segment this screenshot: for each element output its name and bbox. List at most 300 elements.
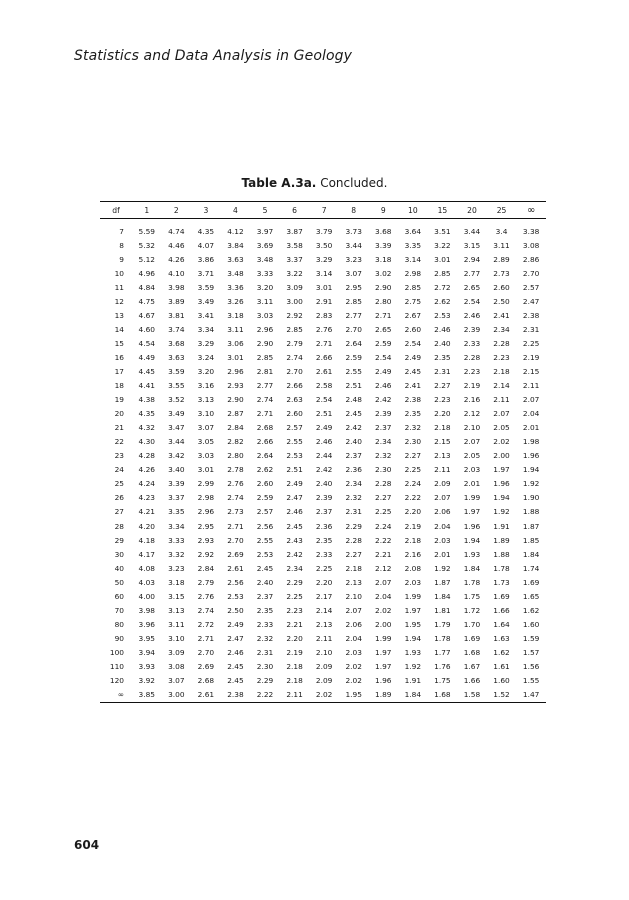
value-cell: 2.17 — [315, 591, 333, 601]
value-cell: 2.71 — [315, 338, 333, 348]
column-header: 25 — [487, 202, 517, 219]
value-cell: 1.73 — [493, 577, 510, 587]
value-cell: 2.61 — [315, 366, 333, 376]
value-cell: 2.86 — [522, 254, 540, 264]
value-cell: 2.74 — [256, 395, 274, 405]
table-row — [100, 547, 546, 561]
value-cell: 2.94 — [463, 254, 481, 264]
value-cell: 2.13 — [315, 619, 333, 629]
value-cell: 3.51 — [434, 226, 451, 236]
value-cell: 1.97 — [375, 647, 392, 657]
value-cell: 3.98 — [138, 605, 156, 615]
value-cell: 3.00 — [286, 296, 303, 306]
value-cell: 2.11 — [522, 381, 540, 391]
value-cell: 3.22 — [286, 268, 303, 278]
value-cell: 1.95 — [339, 688, 369, 703]
df-cell: 9 — [119, 254, 124, 264]
value-cell: 3.13 — [168, 605, 185, 615]
value-cell: 3.34 — [168, 521, 185, 531]
value-cell: 3.63 — [168, 352, 185, 362]
value-cell: 2.70 — [522, 268, 540, 278]
df-cell: 40 — [114, 563, 124, 573]
value-cell: 2.66 — [256, 437, 274, 447]
value-cell: 2.78 — [227, 465, 244, 475]
value-cell: 3.73 — [345, 226, 362, 236]
df-cell: 7 — [119, 226, 124, 236]
value-cell: 2.06 — [345, 619, 362, 629]
value-cell: 2.40 — [434, 338, 451, 348]
column-header: 10 — [398, 202, 428, 219]
value-cell: 1.94 — [463, 535, 481, 545]
value-cell: 1.61 — [493, 661, 510, 671]
value-cell: 2.22 — [375, 535, 392, 545]
value-cell: 2.45 — [256, 563, 274, 573]
value-cell: 2.13 — [434, 451, 451, 461]
value-cell: 2.95 — [197, 521, 215, 531]
value-cell: 2.47 — [286, 493, 303, 503]
value-cell: 2.96 — [197, 507, 215, 517]
value-cell: 4.10 — [168, 268, 185, 278]
column-header: 20 — [457, 202, 487, 219]
value-cell: 2.33 — [315, 549, 333, 559]
value-cell: 2.35 — [256, 605, 274, 615]
value-cell: 4.26 — [138, 465, 156, 475]
value-cell: 1.67 — [463, 661, 481, 671]
value-cell: 2.37 — [315, 507, 333, 517]
value-cell: 3.52 — [168, 395, 185, 405]
value-cell: 3.34 — [197, 324, 215, 334]
value-cell: 2.02 — [345, 661, 362, 671]
value-cell: 2.46 — [227, 647, 244, 657]
value-cell: 2.90 — [256, 338, 274, 348]
value-cell: 1.89 — [369, 688, 399, 703]
value-cell: 2.27 — [375, 493, 392, 503]
value-cell: 3.11 — [168, 619, 185, 629]
column-header: ∞ — [516, 202, 546, 219]
value-cell: 1.96 — [463, 521, 481, 531]
df-cell: 25 — [114, 479, 124, 489]
value-cell: 2.24 — [375, 521, 392, 531]
value-cell: 3.55 — [168, 381, 185, 391]
value-cell: 2.32 — [375, 451, 392, 461]
value-cell: 4.32 — [138, 423, 156, 433]
value-cell: 1.60 — [522, 619, 540, 629]
table-row — [100, 477, 546, 491]
value-cell: 2.20 — [315, 577, 333, 587]
value-cell: 1.84 — [463, 563, 481, 573]
value-cell: 2.02 — [375, 605, 392, 615]
value-cell: 2.63 — [286, 395, 303, 405]
table-row — [100, 533, 546, 547]
value-cell: 2.46 — [375, 381, 392, 391]
value-cell: 4.21 — [138, 507, 156, 517]
value-cell: 2.28 — [493, 338, 510, 348]
value-cell: 1.96 — [493, 479, 510, 489]
value-cell: 1.99 — [375, 633, 392, 643]
value-cell: 3.07 — [197, 423, 215, 433]
value-cell: 2.23 — [434, 395, 451, 405]
df-cell: 120 — [109, 676, 124, 686]
value-cell: 2.99 — [197, 479, 215, 489]
value-cell: 1.52 — [487, 688, 517, 703]
value-cell: 2.71 — [197, 633, 215, 643]
value-cell: 1.94 — [404, 633, 422, 643]
value-cell: 3.87 — [286, 226, 303, 236]
value-cell: 2.60 — [493, 282, 510, 292]
value-cell: 2.84 — [197, 563, 215, 573]
value-cell: 1.84 — [398, 688, 428, 703]
value-cell: 2.59 — [256, 493, 274, 503]
value-cell: 1.88 — [522, 507, 540, 517]
value-cell: 1.78 — [463, 577, 481, 587]
df-cell: 60 — [114, 591, 124, 601]
value-cell: 2.29 — [286, 577, 303, 587]
value-cell: 3.58 — [286, 240, 303, 250]
value-cell: 3.10 — [197, 409, 215, 419]
value-cell: 2.38 — [404, 395, 422, 405]
value-cell: 4.03 — [138, 577, 156, 587]
value-cell: 2.59 — [375, 338, 392, 348]
value-cell: 2.67 — [404, 310, 422, 320]
value-cell: 1.68 — [428, 688, 458, 703]
value-cell: 3.74 — [168, 324, 185, 334]
value-cell: 3.68 — [375, 226, 392, 236]
df-cell: 80 — [114, 619, 124, 629]
value-cell: 4.75 — [138, 296, 156, 306]
table-row — [100, 561, 546, 575]
value-cell: 1.69 — [522, 577, 540, 587]
value-cell: 3.07 — [345, 268, 362, 278]
value-cell: 3.09 — [286, 282, 303, 292]
value-cell: 3.18 — [168, 577, 185, 587]
value-cell: 2.87 — [227, 409, 244, 419]
value-cell: 2.83 — [315, 310, 333, 320]
table-row — [100, 379, 546, 393]
value-cell: 4.26 — [168, 254, 185, 264]
value-cell: 1.93 — [463, 549, 481, 559]
table-row — [100, 435, 546, 449]
f-distribution-table — [100, 201, 546, 703]
value-cell: 2.62 — [434, 296, 451, 306]
value-cell: 3.08 — [522, 240, 540, 250]
value-cell: 2.74 — [286, 352, 303, 362]
table-row — [100, 219, 546, 239]
value-cell: 1.92 — [434, 563, 451, 573]
value-cell: 2.49 — [227, 619, 244, 629]
value-cell: 4.24 — [138, 479, 156, 489]
value-cell: 2.47 — [522, 296, 540, 306]
value-cell: 2.41 — [493, 310, 510, 320]
value-cell: 3.33 — [256, 268, 274, 278]
value-cell: 2.54 — [375, 352, 392, 362]
value-cell: 2.29 — [345, 521, 362, 531]
df-cell: 8 — [119, 240, 124, 250]
value-cell: 2.21 — [286, 619, 303, 629]
value-cell: 3.68 — [168, 338, 185, 348]
value-cell: 4.20 — [138, 521, 156, 531]
value-cell: 2.69 — [197, 661, 215, 671]
value-cell: 2.57 — [286, 423, 303, 433]
value-cell: 2.15 — [522, 366, 540, 376]
value-cell: 2.01 — [522, 423, 540, 433]
value-cell: 2.70 — [197, 647, 215, 657]
value-cell: 4.41 — [138, 381, 156, 391]
value-cell: 2.03 — [434, 535, 451, 545]
value-cell: 1.60 — [493, 676, 510, 686]
column-header: 6 — [280, 202, 310, 219]
value-cell: 1.92 — [493, 507, 510, 517]
value-cell: 2.79 — [286, 338, 303, 348]
value-cell: 2.70 — [345, 324, 362, 334]
value-cell: 5.12 — [138, 254, 156, 264]
value-cell: 2.56 — [227, 577, 244, 587]
value-cell: 1.64 — [493, 619, 510, 629]
value-cell: 2.93 — [197, 535, 215, 545]
value-cell: 3.97 — [256, 226, 274, 236]
value-cell: 2.45 — [227, 661, 244, 671]
value-cell: 3.26 — [227, 296, 244, 306]
value-cell: 2.85 — [404, 282, 422, 292]
value-cell: 2.07 — [522, 395, 540, 405]
value-cell: 2.07 — [375, 577, 392, 587]
value-cell: 2.00 — [493, 451, 510, 461]
value-cell: 2.81 — [256, 366, 274, 376]
value-cell: 3.11 — [493, 240, 510, 250]
value-cell: 2.03 — [404, 577, 422, 587]
df-cell: 22 — [114, 437, 124, 447]
value-cell: 3.44 — [345, 240, 362, 250]
value-cell: 2.32 — [404, 423, 422, 433]
value-cell: 1.87 — [522, 521, 540, 531]
value-cell: 2.54 — [315, 395, 333, 405]
value-cell: 1.92 — [522, 479, 540, 489]
value-cell: 2.42 — [375, 395, 392, 405]
value-cell: 1.78 — [493, 563, 510, 573]
value-cell: 3.14 — [404, 254, 422, 264]
value-cell: 3.15 — [168, 591, 185, 601]
value-cell: 4.74 — [168, 226, 185, 236]
df-cell: 15 — [114, 338, 124, 348]
value-cell: 2.70 — [227, 535, 244, 545]
df-cell: 29 — [114, 535, 124, 545]
value-cell: 2.75 — [404, 296, 422, 306]
table-row — [100, 421, 546, 435]
value-cell: 1.59 — [522, 633, 540, 643]
value-cell: 2.46 — [286, 507, 303, 517]
value-cell: 1.88 — [493, 549, 510, 559]
df-cell: 11 — [114, 282, 124, 292]
value-cell: 2.95 — [345, 282, 362, 292]
value-cell: 3.18 — [227, 310, 244, 320]
value-cell: 2.84 — [227, 423, 244, 433]
value-cell: 2.03 — [463, 465, 481, 475]
value-cell: 2.73 — [493, 268, 510, 278]
value-cell: 2.04 — [434, 521, 451, 531]
value-cell: 3.11 — [227, 324, 244, 334]
table-row — [100, 519, 546, 533]
value-cell: 3.39 — [168, 479, 185, 489]
value-cell: 2.89 — [493, 254, 510, 264]
value-cell: 2.39 — [315, 493, 333, 503]
value-cell: 1.99 — [463, 493, 481, 503]
df-cell: ∞ — [100, 688, 132, 703]
df-cell: 13 — [114, 310, 124, 320]
value-cell: 2.39 — [375, 409, 392, 419]
value-cell: 2.32 — [256, 633, 274, 643]
value-cell: 3.01 — [434, 254, 451, 264]
value-cell: 3.92 — [138, 676, 156, 686]
value-cell: 4.23 — [138, 493, 156, 503]
value-cell: 1.55 — [522, 676, 540, 686]
table-row — [100, 308, 546, 322]
df-cell: 110 — [109, 661, 124, 671]
value-cell: 1.97 — [404, 605, 422, 615]
value-cell: 2.50 — [493, 296, 510, 306]
value-cell: 2.33 — [256, 619, 274, 629]
value-cell: 2.43 — [286, 535, 303, 545]
value-cell: 2.07 — [345, 605, 362, 615]
value-cell: 2.05 — [463, 451, 481, 461]
value-cell: 2.46 — [315, 437, 333, 447]
value-cell: 4.67 — [138, 310, 156, 320]
column-header: 9 — [369, 202, 399, 219]
value-cell: 2.74 — [227, 493, 244, 503]
value-cell: 3.59 — [197, 282, 215, 292]
value-cell: 2.35 — [315, 535, 333, 545]
value-cell: 2.38 — [221, 688, 251, 703]
value-cell: 2.74 — [197, 605, 215, 615]
value-cell: 2.42 — [345, 423, 362, 433]
value-cell: 4.35 — [138, 409, 156, 419]
value-cell: 4.00 — [138, 591, 156, 601]
value-cell: 2.57 — [522, 282, 540, 292]
value-cell: 2.61 — [191, 688, 221, 703]
column-header: 2 — [162, 202, 192, 219]
value-cell: 4.18 — [138, 535, 156, 545]
value-cell: 2.13 — [345, 577, 362, 587]
value-cell: 2.49 — [375, 366, 392, 376]
table-row — [100, 350, 546, 364]
value-cell: 2.55 — [256, 535, 274, 545]
df-cell: 14 — [114, 324, 124, 334]
value-cell: 2.18 — [493, 366, 510, 376]
df-cell: 17 — [114, 366, 124, 376]
value-cell: 2.49 — [315, 423, 333, 433]
value-cell: 2.49 — [404, 352, 422, 362]
value-cell: 2.34 — [493, 324, 510, 334]
table-row — [100, 617, 546, 631]
value-cell: 2.04 — [345, 633, 362, 643]
value-cell: 3.63 — [227, 254, 244, 264]
value-cell: 4.35 — [197, 226, 215, 236]
column-header: 4 — [221, 202, 251, 219]
value-cell: 1.89 — [493, 535, 510, 545]
column-header: 1 — [132, 202, 162, 219]
value-cell: 4.54 — [138, 338, 156, 348]
value-cell: 2.02 — [345, 676, 362, 686]
value-cell: 2.45 — [227, 676, 244, 686]
value-cell: 1.91 — [404, 676, 422, 686]
value-cell: 2.23 — [286, 605, 303, 615]
value-cell: 2.20 — [434, 409, 451, 419]
value-cell: 3.86 — [197, 254, 215, 264]
value-cell: 2.20 — [286, 633, 303, 643]
value-cell: 3.01 — [197, 465, 215, 475]
value-cell: 2.27 — [404, 451, 422, 461]
value-cell: 2.18 — [434, 423, 451, 433]
value-cell: 1.65 — [522, 591, 540, 601]
value-cell: 2.09 — [315, 676, 333, 686]
value-cell: 2.77 — [345, 310, 362, 320]
value-cell: 2.85 — [286, 324, 303, 334]
value-cell: 1.58 — [457, 688, 487, 703]
value-cell: 4.96 — [138, 268, 156, 278]
table-row — [100, 336, 546, 350]
value-cell: 2.66 — [315, 352, 333, 362]
table-body — [100, 219, 546, 703]
value-cell: 2.07 — [493, 409, 510, 419]
value-cell: 2.31 — [522, 324, 540, 334]
value-cell: 2.28 — [463, 352, 481, 362]
value-cell: 3.44 — [463, 226, 481, 236]
value-cell: 2.02 — [493, 437, 510, 447]
df-cell: 27 — [114, 507, 124, 517]
value-cell: 3.13 — [197, 395, 215, 405]
value-cell: 3.14 — [315, 268, 333, 278]
value-cell: 2.79 — [197, 577, 215, 587]
value-cell: 2.85 — [256, 352, 274, 362]
value-cell: 2.85 — [345, 296, 362, 306]
column-header: 7 — [309, 202, 339, 219]
value-cell: 2.65 — [463, 282, 481, 292]
column-header-df: df — [100, 202, 132, 219]
value-cell: 3.03 — [256, 310, 274, 320]
value-cell: 2.40 — [315, 479, 333, 489]
value-cell: 3.84 — [227, 240, 244, 250]
value-cell: 2.03 — [345, 647, 362, 657]
value-cell: 2.06 — [434, 507, 451, 517]
value-cell: 1.57 — [522, 647, 540, 657]
df-cell: 12 — [114, 296, 124, 306]
value-cell: 3.02 — [375, 268, 392, 278]
value-cell: 3.89 — [168, 296, 185, 306]
value-cell: 3.69 — [256, 240, 274, 250]
value-cell: 4.08 — [138, 563, 156, 573]
value-cell: 3.50 — [315, 240, 333, 250]
value-cell: 3.40 — [168, 465, 185, 475]
value-cell: 2.18 — [286, 676, 303, 686]
value-cell: 2.39 — [463, 324, 481, 334]
value-cell: 1.76 — [434, 661, 451, 671]
value-cell: 2.07 — [434, 493, 451, 503]
value-cell: 3.00 — [162, 688, 192, 703]
df-cell: 20 — [114, 409, 124, 419]
value-cell: 2.64 — [256, 451, 274, 461]
value-cell: 2.55 — [345, 366, 362, 376]
value-cell: 2.25 — [375, 507, 392, 517]
value-cell: 3.20 — [197, 366, 215, 376]
value-cell: 2.31 — [345, 507, 362, 517]
value-cell: 3.20 — [256, 282, 274, 292]
df-cell: 90 — [114, 633, 124, 643]
value-cell: 3.29 — [315, 254, 333, 264]
value-cell: 2.77 — [256, 381, 274, 391]
df-cell: 21 — [114, 423, 124, 433]
value-cell: 2.72 — [197, 619, 215, 629]
value-cell: 4.84 — [138, 282, 156, 292]
value-cell: 3.06 — [227, 338, 244, 348]
value-cell: 2.19 — [286, 647, 303, 657]
